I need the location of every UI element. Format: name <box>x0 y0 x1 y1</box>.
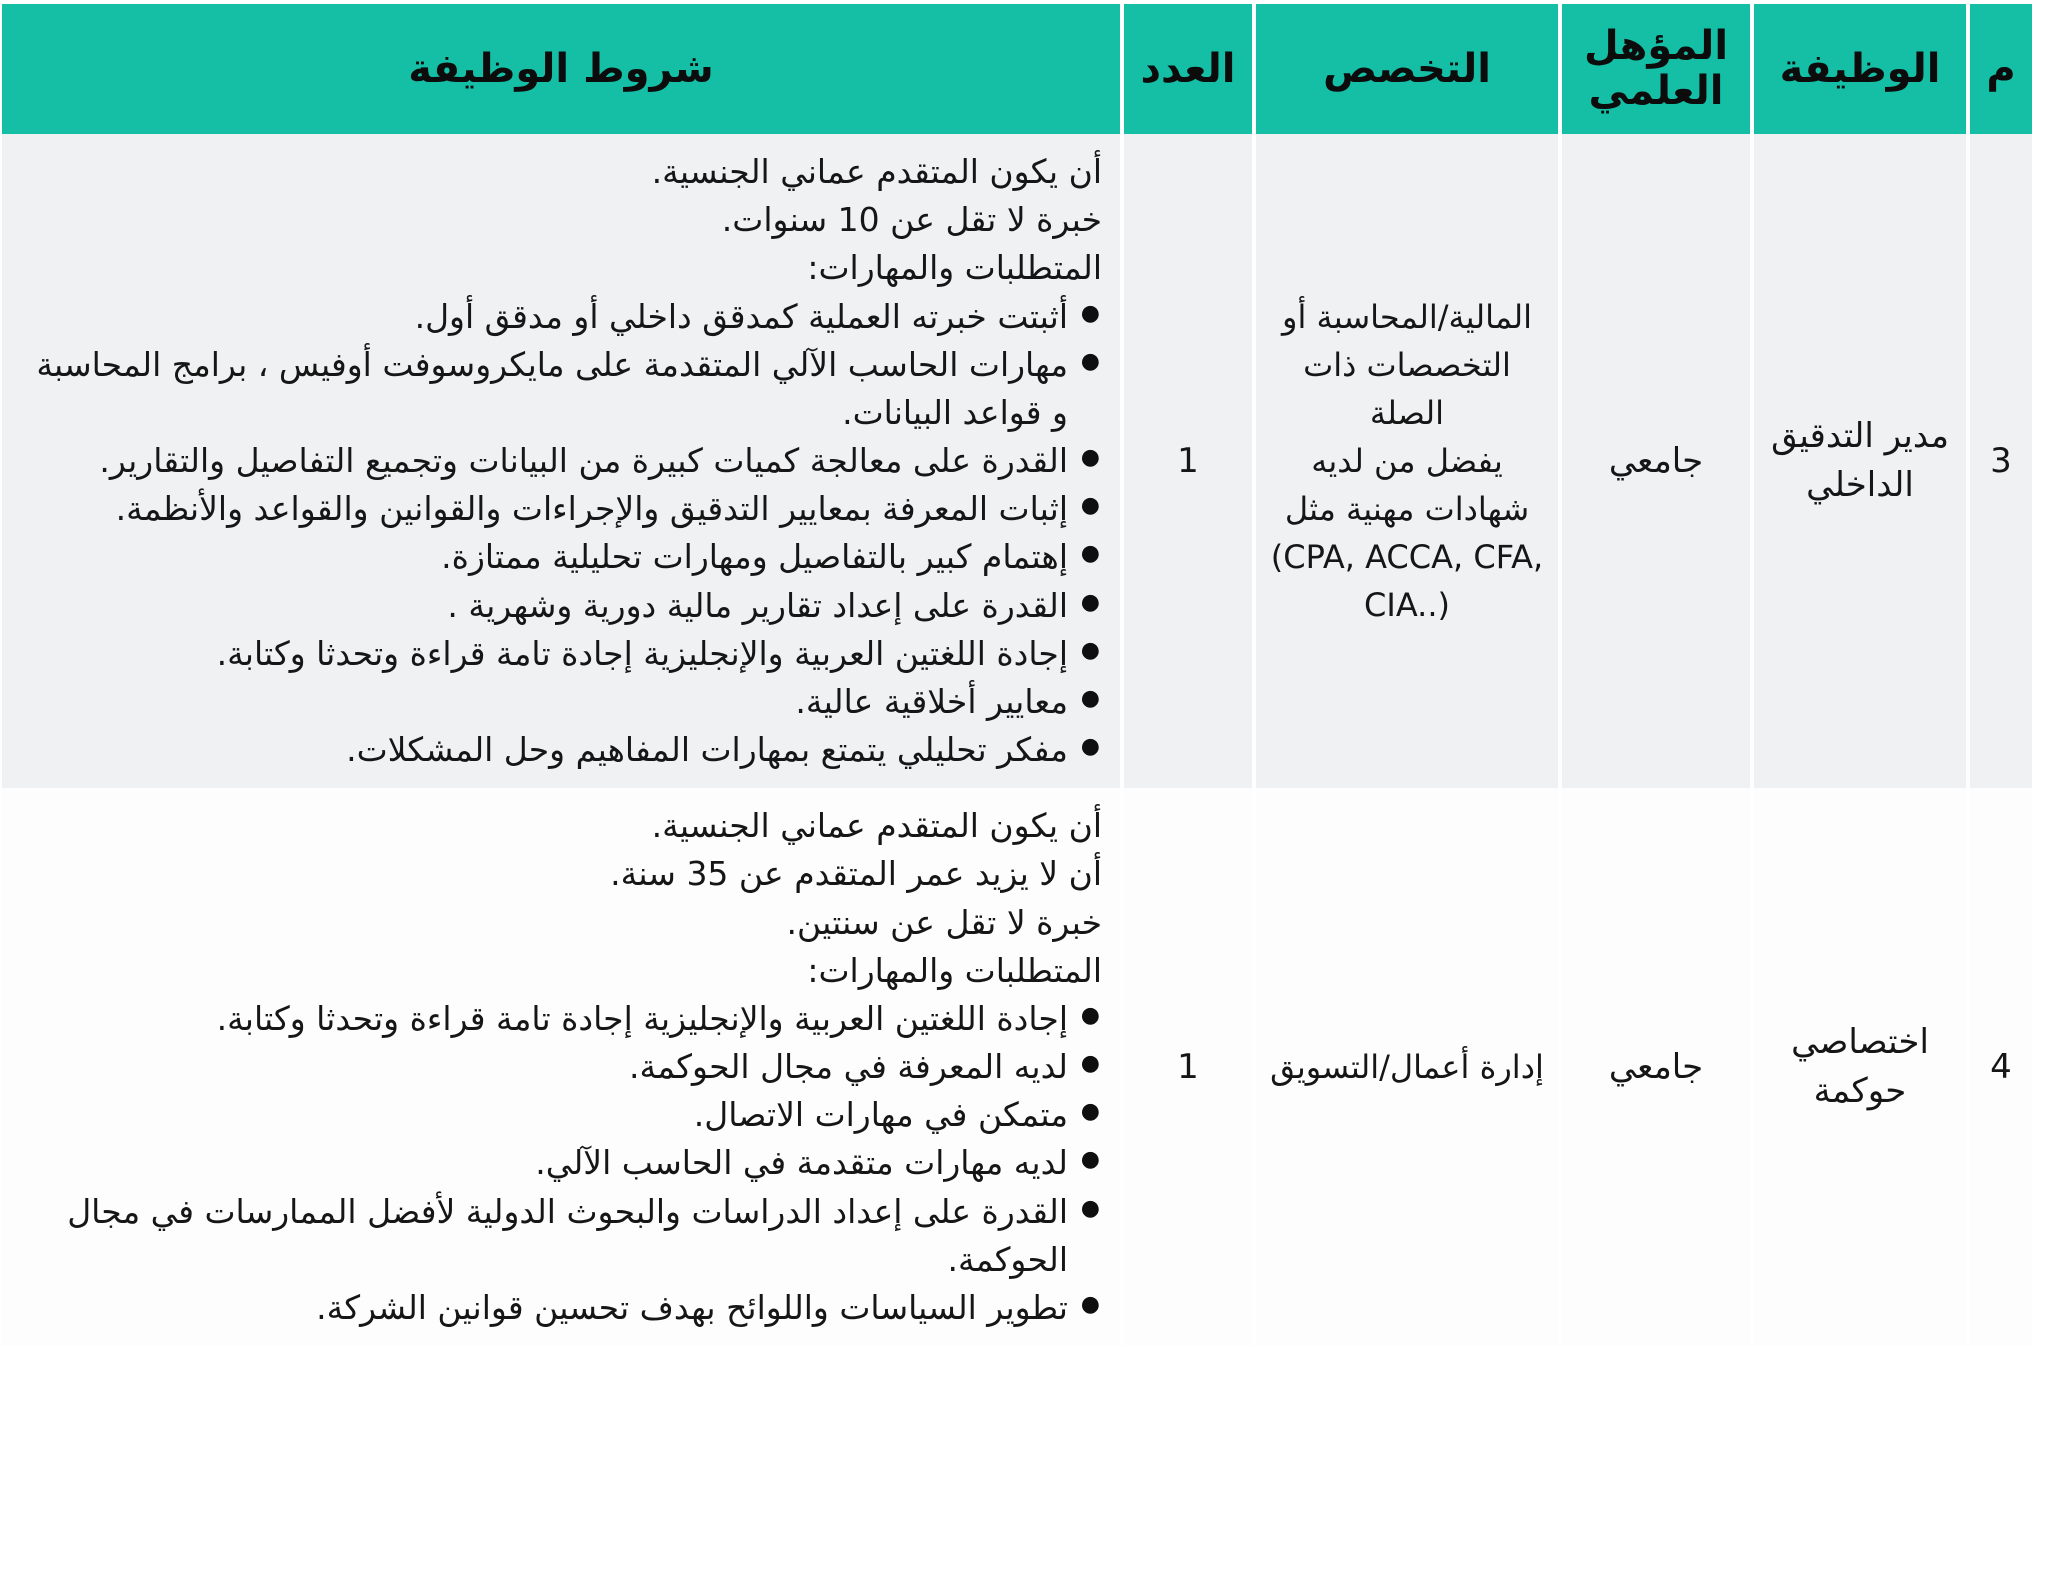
cell-row-number: 4 <box>1970 788 2032 1346</box>
requirement-lead-item: خبرة لا تقل عن سنتين. <box>786 902 1102 942</box>
requirement-bullet-item: ● معايير أخلاقية عالية. <box>28 678 1072 726</box>
requirement-lead-item: أن يكون المتقدم عماني الجنسية. <box>651 152 1102 191</box>
column-header-count: العدد <box>1124 4 1252 134</box>
specialization-line: يفضل من لديه <box>1311 442 1503 481</box>
specialization-line: شهادات مهنية مثل <box>1284 490 1530 529</box>
table-body <box>2 134 2032 1346</box>
table-row <box>2 788 2032 1346</box>
header-row <box>2 4 2032 134</box>
requirements-lead-list <box>28 802 1102 995</box>
requirements-lead-list <box>28 148 1102 293</box>
column-header-requirements: شروط الوظيفة <box>2 4 1120 134</box>
specialization-certifications: (CPA, ACCA, CFA, CIA..) <box>1270 538 1544 625</box>
column-header-specialization: التخصص <box>1256 4 1558 134</box>
requirement-bullet-item: ● القدرة على معالجة كميات كبيرة من البيانات وتجميع التفاصيل والتقارير. <box>28 437 1072 485</box>
requirement-bullet-item: ● القدرة على إعداد الدراسات والبحوث الدولية لأفضل الممارسات في مجال الحوكمة. <box>28 1188 1072 1284</box>
requirements-block <box>28 148 1102 774</box>
requirement-bullet-item: ● القدرة على إعداد تقارير مالية دورية وشهرية . <box>28 582 1072 630</box>
requirement-bullet-item: ● متمكن في مهارات الاتصال. <box>28 1091 1072 1139</box>
cell-row-number: 3 <box>1970 134 2032 788</box>
requirement-lead-item: المتطلبات والمهارات: <box>807 248 1102 288</box>
cell-vacancy-count: 1 <box>1124 788 1252 1346</box>
requirement-bullet-item: ● تطوير السياسات واللوائح بهدف تحسين قوانين الشركة. <box>28 1284 1072 1332</box>
requirement-bullet-item: ● إجادة اللغتين العربية والإنجليزية إجادة تامة قراءة وتحدثا وكتابة. <box>28 630 1072 678</box>
cell-requirements <box>2 134 1120 788</box>
cell-job-title: اختصاصي حوكمة <box>1754 788 1966 1346</box>
cell-specialization <box>1256 788 1558 1346</box>
column-header-job: الوظيفة <box>1754 4 1966 134</box>
requirement-bullet-item: ● إثبات المعرفة بمعايير التدقيق والإجراءات والقوانين والقواعد والأنظمة. <box>28 485 1072 533</box>
cell-qualification: جامعي <box>1562 134 1750 788</box>
requirement-bullet-item: ● إجادة اللغتين العربية والإنجليزية إجادة تامة قراءة وتحدثا وكتابة. <box>28 995 1072 1043</box>
requirement-bullet-item: ● مفكر تحليلي يتمتع بمهارات المفاهيم وحل المشكلات. <box>28 726 1072 774</box>
cell-vacancy-count: 1 <box>1124 134 1252 788</box>
requirement-bullet-item: ● أثبتت خبرته العملية كمدقق داخلي أو مدقق أول. <box>28 293 1072 341</box>
requirements-block <box>28 802 1102 1332</box>
specialization-line: التخصصات ذات الصلة <box>1303 346 1511 433</box>
specialization-line: المالية/المحاسبة أو <box>1282 298 1532 337</box>
requirements-bullet-list <box>28 995 1102 1332</box>
requirement-lead-item: خبرة لا تقل عن 10 سنوات. <box>721 200 1102 240</box>
requirement-bullet-item: ● لديه المعرفة في مجال الحوكمة. <box>28 1043 1072 1091</box>
table-header <box>2 4 2032 134</box>
requirement-bullet-item: ● لديه مهارات متقدمة في الحاسب الآلي. <box>28 1139 1072 1187</box>
requirement-lead-item: أن يكون المتقدم عماني الجنسية. <box>651 806 1102 846</box>
cell-requirements <box>2 788 1120 1346</box>
cell-specialization <box>1256 134 1558 788</box>
job-requirements-table <box>0 4 2036 1346</box>
specialization-line: إدارة أعمال/التسويق <box>1270 1048 1544 1087</box>
requirement-lead-item: أن لا يزيد عمر المتقدم عن 35 سنة. <box>610 854 1102 894</box>
column-header-no: م <box>1970 4 2032 134</box>
cell-qualification: جامعي <box>1562 788 1750 1346</box>
column-header-qualification: المؤهل العلمي <box>1562 4 1750 134</box>
cell-job-title: مدير التدقيق الداخلي <box>1754 134 1966 788</box>
requirement-lead-item: المتطلبات والمهارات: <box>807 950 1102 990</box>
requirement-bullet-item: ● إهتمام كبير بالتفاصيل ومهارات تحليلية ممتازة. <box>28 533 1072 581</box>
requirements-bullet-list <box>28 293 1102 775</box>
table-row <box>2 134 2032 788</box>
requirement-bullet-item: ● مهارات الحاسب الآلي المتقدمة على مايكروسوفت أوفيس ، برامج المحاسبة و قواعد البيانات. <box>28 341 1072 437</box>
